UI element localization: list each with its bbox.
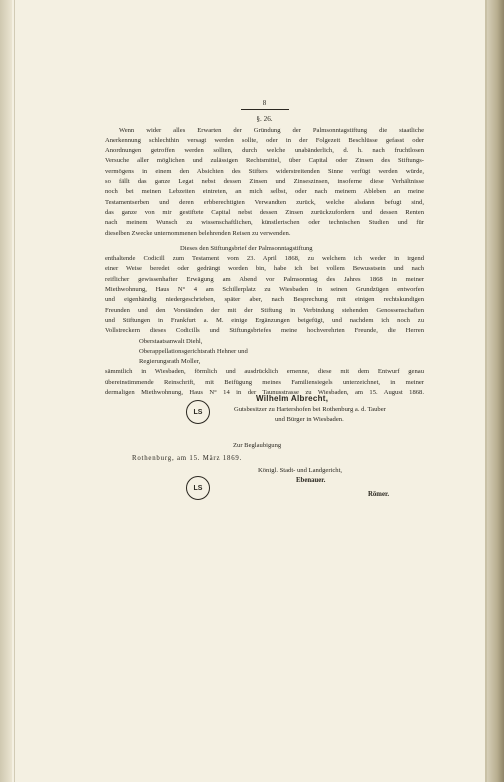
binding-line <box>14 0 15 782</box>
official-signature: Ebenauer. <box>296 477 326 484</box>
seal-icon <box>186 400 210 424</box>
paragraph-2 <box>105 244 424 337</box>
text-line: sämmtlich in Wiesbaden, förmlich und ausdrücklich ernenne, diese mit dem Entwurf genau <box>105 368 424 376</box>
paragraph-1 <box>105 126 424 239</box>
court-seal-label: LS <box>193 484 203 492</box>
text-line: Versuche aller möglichen und zulässigen Rechtsmittel, über Capital oder Zinsen des Stiftungs- <box>105 157 424 165</box>
court-name: Königl. Stadt- und Landgericht, <box>258 467 343 474</box>
text-line: Anordnungen getroffen werden sollten, durch welche unabänderlich, d. h. nach fruchtlosen <box>105 147 424 155</box>
certification-place-date: Rothenburg, am 15. März 1869. <box>132 455 243 462</box>
text-line: Wenn wider alles Erwarten der Gründung der Palmsonntagstiftung die staatliche <box>119 126 424 134</box>
section-heading: §. 26. <box>256 115 273 124</box>
text-line: und Stiftungen in Frankfurt a. M. einige Ergänzungen beigefügt, und nachdem ich noch zu <box>105 316 424 324</box>
text-line: das ganze von mir gestiftete Capital nebst dessen Zinsen zurückzufordern und dessen Renten <box>105 208 424 216</box>
page-edge <box>487 0 504 782</box>
executor-name: Regierungsrath Moller, <box>139 358 201 366</box>
text-line: enthaltende Codicill zum Testament vom 23. April 1868, zu welchem ich weder in irgend <box>105 255 424 263</box>
text-line: Testamentserben und deren erbberechtigten Verwandten zurück, welche alsdann befugt sind, <box>105 198 424 206</box>
text-line: vermögens in einem den Absichten des Stifters widerstreitenden Sinne verfügt werden würde, <box>105 167 424 175</box>
executor-name: Oberstaatsanwalt Diehl, <box>139 337 203 345</box>
clerk-signature: Römer. <box>368 491 390 498</box>
text-line: Freunden und den Vorständen der mit der Stiftung in Verbindung stehenden Genossenschaften <box>105 306 424 314</box>
text-line: Miethwohnung, Haus N° 4 am Schillerplatz zu Wiesbaden in seinen Grundzügen entworfen <box>105 286 424 294</box>
document-body <box>105 98 424 398</box>
header-rule <box>241 109 289 110</box>
text-line: einer Weise beredet oder gedrängt worden bin, habe ich bei vollem Bewusstsein und nach <box>105 265 424 273</box>
binding-gutter <box>0 0 12 782</box>
text-line: dieselben Zwecke unternommenen belehrenden Reisen zu verwenden. <box>105 229 291 237</box>
text-line: noch bei meinen Lebzeiten eintreten, an mich selbst, oder nach meinem Ableben an meine <box>105 188 424 196</box>
text-line: so fällt das ganze Legat nebst dessen Zinsen und Zinseszinsen, insoferne diese Verhältnisse <box>105 178 424 186</box>
text-line: übereinstimmende Reinschrift, mit Beifügung meines Familiensiegels unterzeichnet, in meiner <box>105 378 424 386</box>
signatory-residence: und Bürger in Wiesbaden. <box>275 416 344 423</box>
text-line: reiflicher gewissenhafter Erwägung am Abend vor Palmsonntag des Jahres 1868 in meiner <box>105 275 424 283</box>
text-line: und eigenhändig niedergeschrieben, später aber, nach Besprechung mit einigen rechtskundigen <box>105 296 424 304</box>
certification-heading: Zur Beglaubigung <box>233 442 282 449</box>
signatory-name: Wilhelm Albrecht, <box>256 394 329 403</box>
text-line: dermaligen Miethwohnung, Haus N° 14 in der Taunusstrasse zu Wiesbaden, am 15. August 1868. <box>105 389 424 397</box>
executor-list <box>105 337 424 368</box>
text-line: Anerkennung schlechthin versagt werden sollte, oder in der Folgezeit Beschlüsse gefasst oder <box>105 136 424 144</box>
text-line: Vollstreckern dieses Codicills und Stiftungsbriefes meine hochverehrten Freunde, die Herren <box>105 327 424 335</box>
text-line: Dieses den Stiftungsbrief der Palmsonntagstiftung <box>180 244 313 252</box>
page-number: 8 <box>262 99 267 107</box>
signatory-title: Gutsbesitzer zu Hartershofen bei Rothenburg a. d. Tauber <box>234 406 386 413</box>
seal-label: LS <box>193 408 203 416</box>
text-line: nach meinem Wunsch zu wissenschaftlichen, künstlerischen oder technischen Studien und für <box>105 219 424 227</box>
executor-name: Oberappellationsgerichtsrath Hehner und <box>139 347 248 355</box>
court-seal-icon <box>186 476 210 500</box>
